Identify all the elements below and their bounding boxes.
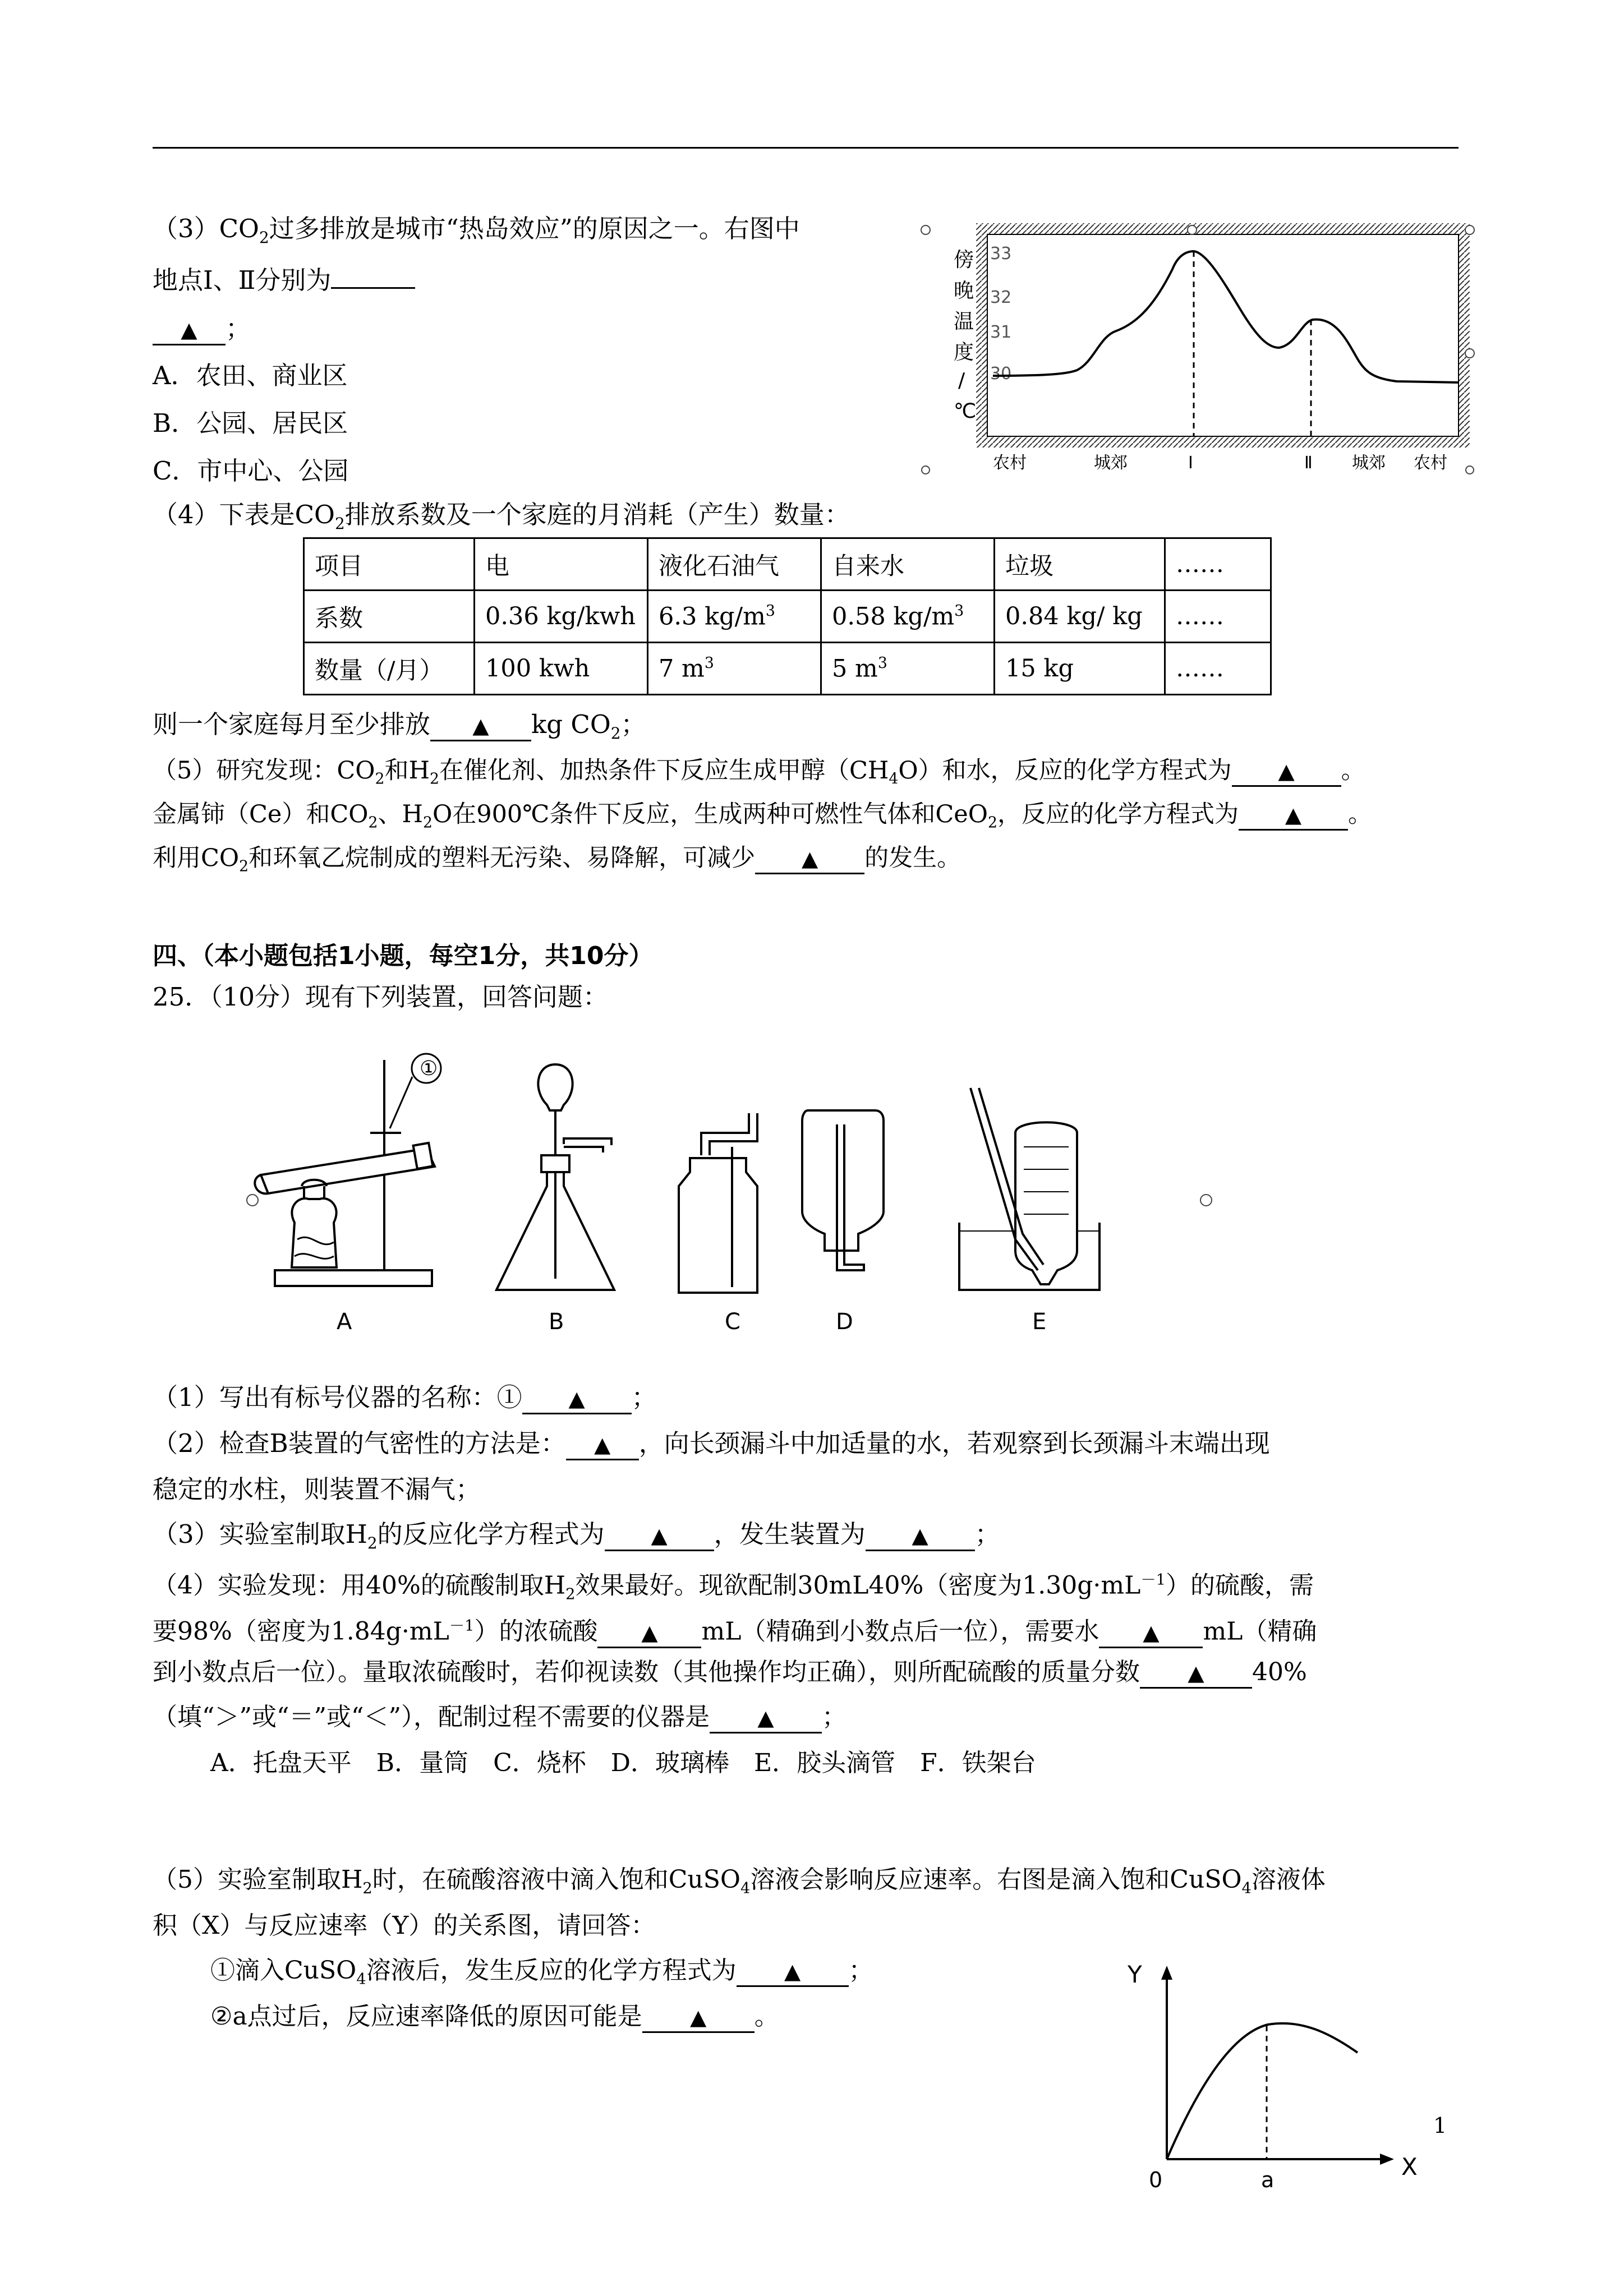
- heat-island-chart: [909, 213, 1481, 488]
- q5-line3: 利用$CO_2$和环氧乙烷制成的塑料无污染、易降解，可减少 ▲ 的发生。: [153, 844, 961, 875]
- ylabel-char: 度: [954, 341, 974, 364]
- answer-blank[interactable]: ▲: [153, 315, 226, 345]
- handle-dot: [1200, 1195, 1212, 1206]
- table-row: [304, 538, 1271, 591]
- q25-part5-line2: 积（X）与反应速率（Y）的关系图，请回答：: [153, 1911, 656, 1940]
- table-cell: 7 $m^3$: [648, 643, 821, 695]
- table-cell: 系数: [304, 591, 475, 643]
- apparatus-label: B: [549, 1309, 564, 1335]
- rate-curve: [1167, 2023, 1358, 2159]
- xlabel: 农村: [993, 453, 1027, 473]
- answer-blank[interactable]: ▲: [755, 844, 864, 874]
- apparatus-E: [959, 1088, 1099, 1290]
- x-label: X: [1401, 2153, 1418, 2180]
- answer-blank[interactable]: ▲: [1232, 757, 1341, 787]
- apparatus-label: A: [337, 1309, 352, 1335]
- table-row: [304, 591, 1271, 643]
- q25-part4-line4: （填“＞”或“＝”或“＜”），配制过程不需要的仪器是 ▲ ；: [153, 1700, 846, 1734]
- table-cell: ……: [1165, 591, 1271, 643]
- apparatus-A: [255, 1054, 441, 1286]
- ylabel-char: 晚: [954, 279, 974, 302]
- table-cell: 数量（/月）: [304, 643, 475, 695]
- ytick: 31: [990, 322, 1012, 342]
- ylabel-char: 傍: [954, 248, 974, 271]
- ylabel-char: 温: [954, 310, 974, 333]
- table-cell: 5 $m^3$: [821, 643, 995, 695]
- answer-blank[interactable]: ▲: [1099, 1618, 1203, 1648]
- q3-line1: $(3)CO_2$过多排放是城市“热岛效应”的原因之一。右图中: [153, 214, 800, 247]
- apparatus-C: [679, 1113, 757, 1293]
- xlabel: Ⅰ: [1188, 453, 1193, 473]
- q25-part4-line1: （4）实验发现：用40%的硫酸制取$H_2$效果最好。现欲配制30mL40%（密度为$1.30g\cdot mL^{-1}$）的硫酸，需: [153, 1571, 1314, 1603]
- answer-blank[interactable]: ▲: [522, 1384, 632, 1414]
- answer-blank[interactable]: ▲: [566, 1430, 639, 1460]
- q25-part4-options: A．托盘天平 B．量筒 C．烧杯 D．玻璃棒 E．胶头滴管 F．铁架台: [210, 1749, 1036, 1777]
- answer-blank[interactable]: ▲: [430, 711, 531, 741]
- xlabel: 城郊: [1094, 453, 1128, 473]
- apparatus-label: D: [836, 1309, 853, 1335]
- q25-part5-line1: （5）实验室制取$H_2$时，在硫酸溶液中滴入饱和CuSO$_4$溶液会影响反应速率。右图是滴入饱和CuSO$_4$溶液体: [153, 1865, 1326, 1897]
- table-cell: 垃圾: [995, 538, 1165, 591]
- q5-line2: 金属铈（Ce）和$CO_2$、$H_2O$在900℃条件下反应，生成两种可燃性气体和CeO$_2$，反应的化学方程式为 ▲ 。: [153, 800, 1372, 832]
- ylabel-char: ℃: [954, 400, 977, 423]
- co2-table: [303, 537, 1272, 695]
- table-cell: 0.58 $kg/m^3$: [821, 591, 995, 643]
- answer-blank[interactable]: ▲: [605, 1520, 714, 1551]
- table-row: [304, 643, 1271, 695]
- origin-label: 0: [1149, 2168, 1163, 2192]
- table-cell: 液化石油气: [648, 538, 821, 591]
- table-cell: 项目: [304, 538, 475, 591]
- q25-part3: （3）实验室制取$H_2$的反应化学方程式为 ▲ ，发生装置为 ▲ ；: [153, 1519, 1000, 1552]
- ytick: 30: [990, 364, 1012, 384]
- q4-answer: 则一个家庭每月至少排放 ▲ kg $CO_2$；: [153, 709, 646, 743]
- answer-blank[interactable]: [331, 287, 415, 289]
- xlabel: Ⅱ: [1304, 453, 1313, 473]
- handle-dot: [921, 225, 930, 234]
- ylabel-char: /: [958, 369, 965, 392]
- handle-dot: [1465, 225, 1474, 234]
- marker-label: ①: [420, 1057, 438, 1080]
- rate-graph: [1116, 1940, 1430, 2198]
- table-cell: 6.3 $kg/m^3$: [648, 591, 821, 643]
- section-title: 四、（本小题包括1小题，每空1分，共10分）: [153, 942, 654, 970]
- apparatus-B: [496, 1064, 614, 1290]
- q3-option-a: A．农田、商业区: [153, 361, 348, 390]
- xlabel: 农村: [1414, 453, 1447, 473]
- answer-blank[interactable]: ▲: [597, 1618, 701, 1648]
- a-label: a: [1261, 2168, 1275, 2192]
- handle-dot: [1188, 225, 1197, 234]
- handle-dot: [247, 1195, 258, 1206]
- apparatus-D: [802, 1110, 884, 1270]
- answer-blank[interactable]: ▲: [1239, 800, 1348, 831]
- ytick: 33: [990, 244, 1012, 264]
- ytick: 32: [990, 288, 1012, 307]
- table-cell: 自来水: [821, 538, 995, 591]
- q25-part2: （2）检查B装置的气密性的方法是： ▲ ，向长颈漏斗中加适量的水，若观察到长颈漏斗末端出现: [153, 1427, 1270, 1460]
- xlabel: 城郊: [1352, 453, 1386, 473]
- table-cell: 15 kg: [995, 643, 1165, 695]
- answer-blank[interactable]: ▲: [642, 2003, 755, 2033]
- answer-blank[interactable]: ▲: [737, 1957, 849, 1987]
- answer-blank[interactable]: ▲: [866, 1520, 975, 1551]
- handle-dot: [922, 466, 930, 474]
- q4-intro: （4）下表是$CO_2$排放系数及一个家庭的月消耗（产生）数量：: [153, 500, 850, 533]
- q3-option-c: C．市中心、公园: [153, 456, 349, 486]
- apparatus-label: C: [725, 1309, 740, 1335]
- chart-plot-area: [987, 234, 1459, 436]
- q25-part5-sub2: ②a点过后，反应速率降低的原因可能是 ▲ 。: [210, 2000, 779, 2034]
- q25-part4-line3: 到小数点后一位）。量取浓硫酸时，若仰视读数（其他操作均正确），则所配硫酸的质量分数 ▲ 40%: [153, 1656, 1307, 1689]
- q25-part5-sub1: ①滴入CuSO$_4$溶液后，发生反应的化学方程式为 ▲ ；: [210, 1956, 873, 1988]
- q3-option-b: B．公园、居民区: [153, 408, 348, 438]
- apparatus-figure: [241, 1049, 1223, 1340]
- table-cell: 100 kwh: [475, 643, 648, 695]
- table-cell: ……: [1165, 538, 1271, 591]
- header-rule: [153, 147, 1459, 149]
- handle-dot: [1466, 466, 1474, 474]
- table-cell: 电: [475, 538, 648, 591]
- q3-line2: 地点Ⅰ、Ⅱ分别为: [153, 264, 415, 297]
- q25-part4-line2: 要98%（密度为$1.84g\cdot mL^{-1}$）的浓硫酸 ▲ mL（精确到小数点后一位），需要水 ▲ mL（精确: [153, 1610, 1317, 1649]
- q3-line3: ▲ ；: [153, 312, 251, 345]
- apparatus-label: E: [1032, 1309, 1047, 1335]
- answer-blank[interactable]: ▲: [1140, 1658, 1252, 1689]
- y-axis-arrow: [1161, 1966, 1172, 1980]
- x-axis-arrow: [1380, 2154, 1394, 2165]
- y-label: Y: [1128, 1961, 1142, 1988]
- q25-intro: 25．（10分）现有下列装置，回答问题：: [153, 982, 609, 1012]
- table-cell: 0.36 kg/kwh: [475, 591, 648, 643]
- table-cell: ……: [1165, 643, 1271, 695]
- q25-part2-cont: 稳定的水柱，则装置不漏气；: [153, 1474, 481, 1504]
- table-cell: 0.84 kg/ kg: [995, 591, 1165, 643]
- answer-blank[interactable]: ▲: [710, 1703, 822, 1733]
- handle-dot: [1465, 349, 1474, 358]
- q25-part1: （1）写出有标号仪器的名称：① ▲ ；: [153, 1381, 657, 1414]
- page-number: 1: [1433, 2113, 1447, 2138]
- q5-line1: （5）研究发现：$CO_2$和$H_2$在催化剂、加热条件下反应生成甲醇$(CH_4O)$和水，反应的化学方程式为 ▲ 。: [153, 757, 1365, 788]
